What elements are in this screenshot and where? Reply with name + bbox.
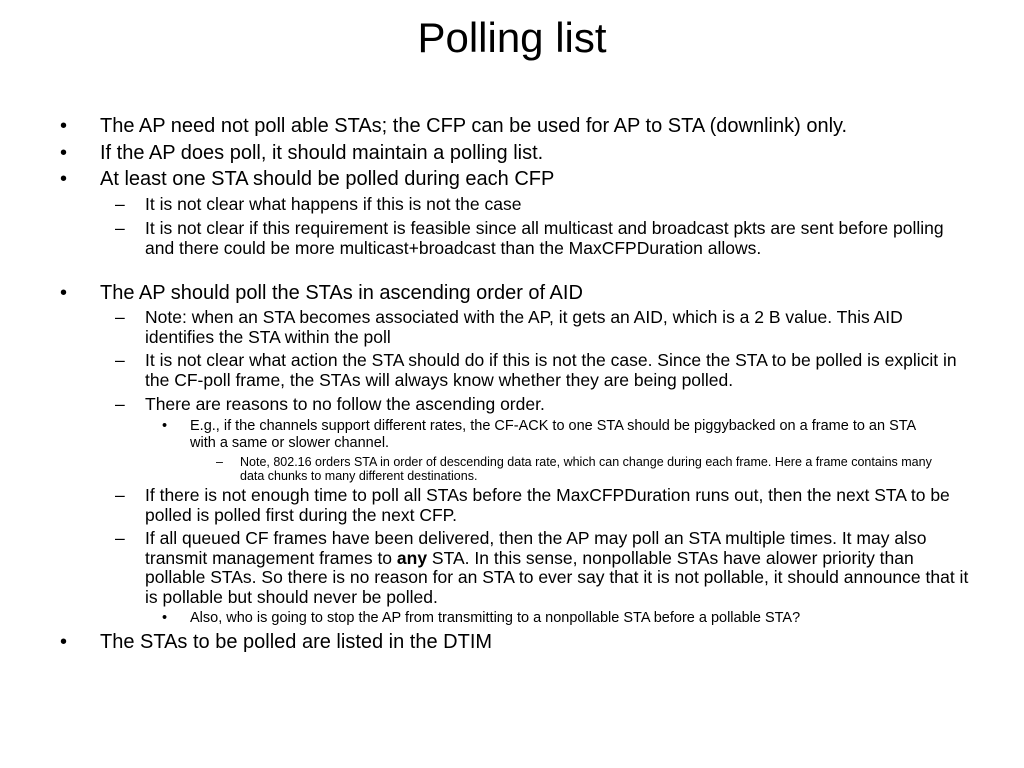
sub-bullet-text: Note: when an STA becomes associated with the AP, it gets an AID, which is a 2 B value. This AID identifies the STA within the poll xyxy=(145,307,903,347)
bullet-marker: • xyxy=(162,610,168,626)
sub-bullet-item xyxy=(115,195,970,215)
sub-bullet-item xyxy=(115,219,970,258)
sub-sub-bullet-item xyxy=(162,418,932,451)
bullet-text: If the AP does poll, it should maintain a polling list. xyxy=(100,142,544,164)
bullet-item xyxy=(60,115,970,138)
bullet-marker: • xyxy=(60,142,68,164)
emphasis-text: any xyxy=(396,547,428,568)
bullet-text: The AP should poll the STAs in ascending order of AID xyxy=(100,282,583,304)
sub-bullet-item xyxy=(115,308,970,347)
bullet-item xyxy=(60,168,970,191)
level4-bullet-item xyxy=(216,455,946,483)
bullet-item xyxy=(60,631,970,654)
bullet-marker: • xyxy=(60,282,68,304)
sub-bullet-text: If there is not enough time to poll all STAs before the MaxCFPDuration runs out, then the next STA to be polled is polled first during the next CFP. xyxy=(145,485,950,525)
sub-bullet-text: It is not clear if this requirement is feasible since all multicast and broadcast pkts are sent before polling and there could be more multicast+broadcast than the MaxCFPDuration allows. xyxy=(145,218,944,258)
sub-bullet-item xyxy=(115,529,970,607)
dash-marker: – xyxy=(115,194,125,214)
sub-sub-bullet-item xyxy=(162,610,932,627)
sub-bullet-item xyxy=(115,351,970,390)
bullet-marker: • xyxy=(60,168,68,190)
sub-sub-bullet-text: Also, who is going to stop the AP from transmitting to a nonpollable STA before a pollable STA? xyxy=(190,610,801,626)
sub-bullet-text xyxy=(145,529,970,607)
bullet-marker: • xyxy=(60,631,68,653)
dash-marker: – xyxy=(115,485,125,505)
dash-marker: – xyxy=(115,350,125,370)
sub-bullet-item xyxy=(115,486,970,525)
sub-bullet-text: It is not clear what happens if this is not the case xyxy=(145,194,522,214)
dash-marker: – xyxy=(115,307,125,327)
dash-marker: – xyxy=(216,455,223,469)
sub-sub-bullet-text: E.g., if the channels support different rates, the CF-ACK to one STA should be piggybacked on a frame to an STA with a same or slower channel. xyxy=(190,418,916,451)
sub-bullet-item xyxy=(115,395,970,415)
bullet-text: The STAs to be polled are listed in the DTIM xyxy=(100,631,493,653)
bullet-item xyxy=(60,282,970,305)
dash-marker: – xyxy=(115,218,125,238)
sub-bullet-text: It is not clear what action the STA should do if this is not the case. Since the STA to be polled is explicit in the CF-poll frame, the STAs will always know whether they are being polled. xyxy=(145,350,957,390)
sub-bullet-text: There are reasons to no follow the ascending order. xyxy=(145,394,545,414)
bullet-text: The AP need not poll able STAs; the CFP can be used for AP to STA (downlink) only. xyxy=(100,115,848,137)
bullet-text: At least one STA should be polled during each CFP xyxy=(100,168,555,190)
text-segment: If all queued CF frames have been delivered, then the AP may poll an STA multiple times. It may also transmit management frames to xyxy=(145,528,927,568)
dash-marker: – xyxy=(115,528,125,548)
text-segment: STA. In this sense, nonpollable STAs have alower priority than pollable STAs. So there is no reason for an STA to ever say that it is not pollable, it should announce that it is pollable but should never be polled. xyxy=(145,547,969,607)
level4-bullet-text: Note, 802.16 orders STA in order of descending data rate, which can change during each frame. Here a frame contains many data chunks to many different destinations. xyxy=(240,455,932,483)
bullet-marker: • xyxy=(162,418,168,434)
bullet-marker: • xyxy=(60,115,68,137)
slide-title: Polling list xyxy=(417,14,607,61)
bullet-item xyxy=(60,142,970,165)
dash-marker: – xyxy=(115,394,125,414)
